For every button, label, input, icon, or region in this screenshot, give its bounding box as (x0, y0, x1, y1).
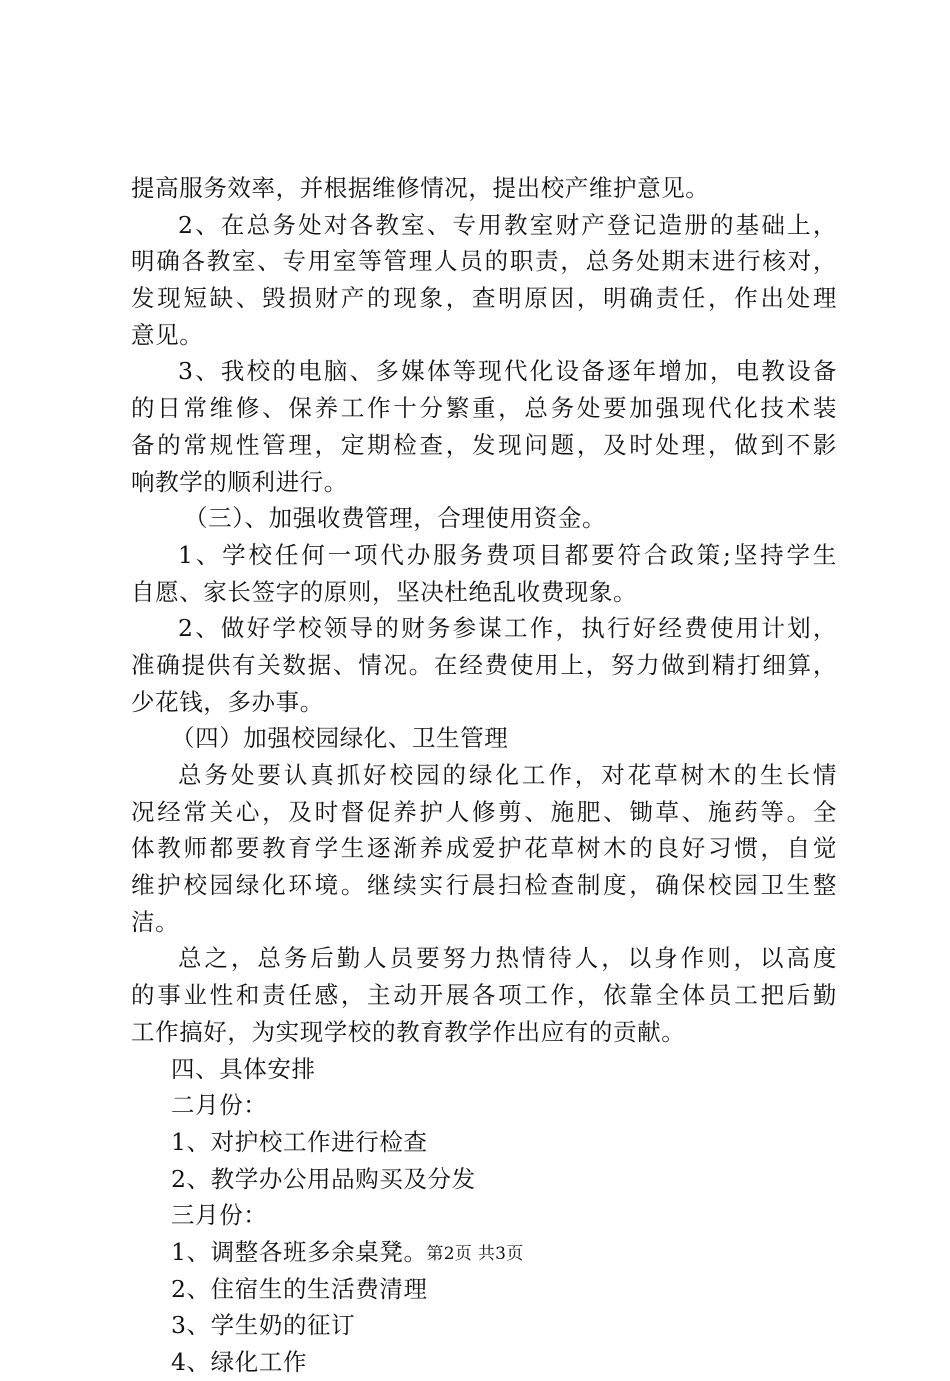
list-item: 1、对护校工作进行检查 (171, 1127, 428, 1156)
paragraph-line: 维护校园绿化环境。继续实行晨扫检查制度，确保校园卫生整 (131, 871, 837, 900)
section-heading: 四、具体安排 (171, 1054, 316, 1083)
paragraph-line: 的事业性和责任感，主动开展各项工作，依靠全体员工把后勤 (131, 981, 837, 1010)
list-item: 2、住宿生的生活费清理 (171, 1274, 428, 1303)
paragraph-line: 体教师都要教育学生逐渐养成爱护花草树木的良好习惯，自觉 (131, 834, 837, 863)
list-item: 1、调整各班多余桌凳。 (171, 1237, 428, 1266)
list-item: 3、学生奶的征订 (171, 1311, 356, 1340)
paragraph-line: 工作搞好，为实现学校的教育教学作出应有的贡献。 (131, 1017, 686, 1046)
page-footer (0, 1242, 950, 1266)
list-item: 4、绿化工作 (171, 1348, 308, 1376)
paragraph-line: 3、我校的电脑、多媒体等现代化设备逐年增加，电教设备 (178, 357, 837, 386)
paragraph-line: 备的常规性管理，定期检查，发现问题，及时处理，做到不影 (131, 430, 837, 459)
paragraph-line: 2、在总务处对各教室、专用教室财产登记造册的基础上， (178, 210, 837, 239)
page-number: 第2页 共3页 (426, 1244, 524, 1264)
list-heading: 二月份： (171, 1091, 268, 1120)
paragraph-line: 明确各教室、专用室等管理人员的职责，总务处期末进行核对， (131, 247, 837, 276)
paragraph-line: 况经常关心，及时督促养护人修剪、施肥、锄草、施药等。全 (131, 797, 837, 826)
paragraph-line: 1、学校任何一项代办服务费项目都要符合政策;坚持学生 (178, 540, 837, 569)
paragraph-line: 2、做好学校领导的财务参谋工作，执行好经费使用计划， (178, 614, 837, 643)
list-heading: 三月份： (171, 1201, 268, 1230)
paragraph-line: 准确提供有关数据、情况。在经费使用上，努力做到精打细算， (131, 650, 837, 679)
document-body (131, 170, 837, 1381)
paragraph-line: 意见。 (131, 320, 204, 349)
section-heading: （四）加强校园绿化、卫生管理 (171, 724, 509, 753)
paragraph-line: 提高服务效率，并根据维修情况，提出校产维护意见。 (131, 174, 710, 202)
paragraph-line: 总务处要认真抓好校园的绿化工作，对花草树木的生长情 (178, 761, 837, 789)
paragraph-line: 发现短缺、毁损财产的现象，查明原因，明确责任，作出处理 (131, 284, 837, 313)
paragraph-line: 少花钱，多办事。 (131, 687, 324, 716)
paragraph-line: 洁。 (131, 907, 180, 936)
paragraph-line: 响教学的顺利进行。 (131, 467, 348, 496)
paragraph-line: 的日常维修、保养工作十分繁重，总务处要加强现代化技术装 (131, 394, 837, 423)
list-item: 2、教学办公用品购买及分发 (171, 1164, 476, 1193)
paragraph-line: 自愿、家长签字的原则，坚决杜绝乱收费现象。 (131, 577, 638, 606)
paragraph-line: 总之，总务后勤人员要努力热情待人，以身作则，以高度 (178, 944, 837, 973)
section-heading: （三）、加强收费管理，合理使用资金。 (184, 504, 607, 533)
